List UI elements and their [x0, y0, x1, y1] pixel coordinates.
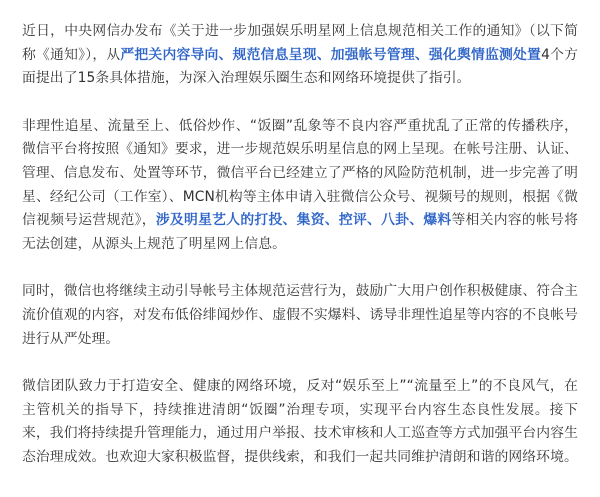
paragraph-3-text-1: 同时，微信也将继续主动引导帐号主体规范运营行为，鼓励广大用户创作积极健康、符合主流价值观的内容，对发布低俗绯闻炒作、虚假不实爆料、诱导非理性追星等内容的不良帐号进行从严处理。: [22, 283, 578, 347]
paragraph-2-text-1: 非理性追星、流量至上、低俗炒作、“饭圈”乱象等不良内容严重扰乱了正常的传播秩序，微信平台将按照《通知》要求，进一步规范娱乐明星信息的网上呈现。在帐号注册、认证、管理、信息发布、处置等环节，微信平台已经建立了严格的风险防范机制，进一步完善了明星、经纪公司（工作室）、MCN机构等主体申请入驻微信公众号、视频号的规则，根据《微信视频号运营规范》，: [22, 117, 578, 229]
paragraph-1: [22, 20, 578, 91]
paragraph-3: [22, 280, 578, 351]
paragraph-1-text-2: 4个方面提出了15条具体措施，为深入治理娱乐圈生态和网络环境提供了指引。: [22, 46, 579, 87]
paragraph-1-text-1: 近日，中央网信办发布《关于进一步加强娱乐明星网上信息规范相关工作的通知》（以下简称《通知》），从: [22, 23, 578, 63]
paragraph-4-text-1: 微信团队致力于打造安全、健康的网络环境，反对“娱乐至上”“流量至上”的不良风气，在主管机关的指导下，持续推进清朗“饭圈”治理专项，实现平台内容生态良性发展。接下来，我们将持续提升管理能力，通过用户举报、技术审核和人工巡查等方式加强平台内容生态治理成效。也欢迎大家积极监督，提供线索，和我们一起共同维护清朗和谐的网络环境。: [22, 378, 578, 465]
paragraph-2: [22, 115, 578, 257]
paragraph-4: [22, 375, 578, 469]
paragraph-1-highlight: 严把关内容导向、规范信息呈现、加强帐号管理、强化舆情监测处置: [120, 46, 542, 63]
paragraph-2-text-2: 等相关内容的帐号将无法创建，从源头上规范了明星网上信息。: [22, 212, 578, 252]
paragraph-2-highlight: 涉及明星艺人的打投、集资、控评、八卦、爆料: [155, 212, 452, 229]
